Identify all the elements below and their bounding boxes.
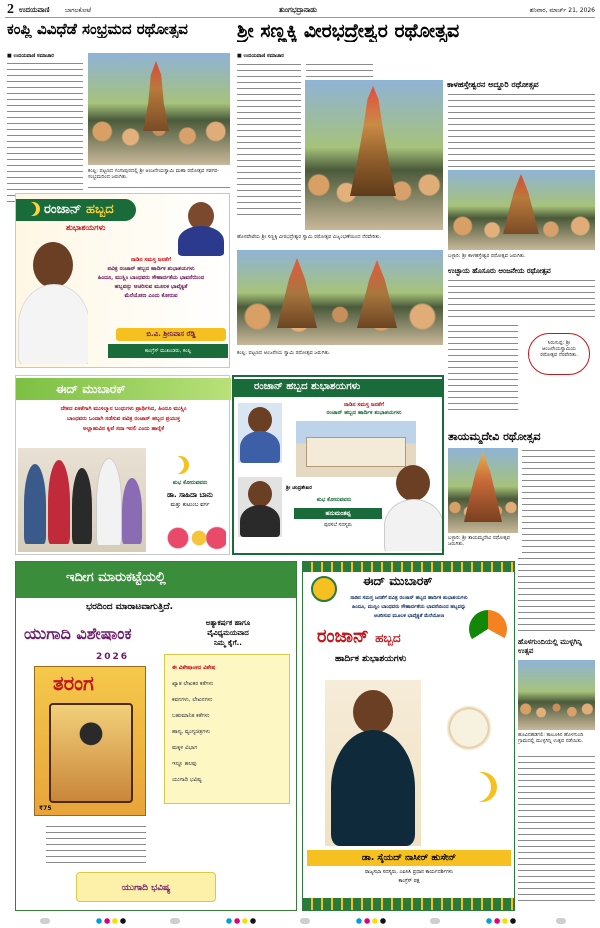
person-icon bbox=[24, 464, 46, 544]
person-icon-5 bbox=[122, 478, 142, 544]
ad-title: ರಂಜಾನ್ ಹಬ್ಬದ bbox=[44, 202, 114, 217]
headline: ಕಂಪ್ಲಿ ವಿವಿಧೆಡೆ ಸಂಭ್ರಮದ ರಥೋತ್ಸವ bbox=[7, 20, 188, 38]
portrait-main bbox=[18, 234, 88, 364]
moon-icon bbox=[166, 456, 184, 474]
dateline: ■ ಉದಯವಾಣಿ ಸಮಾಚಾರ bbox=[237, 53, 284, 59]
feature-6: ಇನ್ನೂ ಹಲವು bbox=[172, 761, 197, 767]
portrait-2 bbox=[238, 477, 282, 537]
magazine-cover bbox=[34, 666, 146, 816]
registration-mark-2 bbox=[170, 918, 180, 924]
headline: ಹೊಳಗುಂದಿಯಲ್ಲಿ ಮುಳ್ಳಗಿನ್ನಿ ಉತ್ಸವ bbox=[518, 638, 583, 655]
person-icon bbox=[396, 465, 430, 501]
chariot-icon bbox=[277, 258, 317, 328]
tagline-1: ಅತ್ಯಾಕರ್ಷಕ ಹಾಗೂ bbox=[205, 619, 251, 627]
feature-4: ಹಾಸ್ಯ, ವ್ಯಂಗ್ಯಚಿತ್ರಗಳು bbox=[172, 729, 210, 735]
footer-banner: ಯುಗಾದಿ ಭವಿಷ್ಯ bbox=[76, 872, 216, 902]
ad-title: ಈದ್ ಮುಬಾರಕ್ bbox=[363, 574, 433, 588]
registration-mark-5 bbox=[556, 918, 566, 924]
ad-ramzan-1 bbox=[15, 193, 230, 368]
name-2: ಹನುಮಂತಪ್ಪ bbox=[294, 508, 382, 519]
paper-name: ಉದಯವಾಣಿ bbox=[19, 6, 50, 14]
body-text-2 bbox=[518, 754, 595, 904]
tagline-2: ವೈವಿಧ್ಯಮಯವಾದ bbox=[207, 629, 249, 637]
ad-ugadi-taranga bbox=[15, 561, 297, 911]
date: ಶನಿವಾರ, ಮಾರ್ಚ್ 21, 2026 bbox=[529, 7, 595, 14]
body-text bbox=[518, 556, 595, 636]
dateline: ■ ಉದಯವಾಣಿ ಸಮಾಚಾರ bbox=[7, 53, 54, 59]
holagundi-photo bbox=[518, 660, 595, 730]
tayamma-photo bbox=[448, 448, 518, 533]
body-text bbox=[448, 92, 595, 167]
features-list bbox=[172, 660, 286, 788]
greeting: ಶುಭ ಕೋರುವವರು bbox=[172, 480, 208, 486]
lantern-strip-bottom bbox=[303, 898, 514, 910]
tagline-3: ನಿಮ್ಮ ಕೈಗೆ.. bbox=[214, 639, 242, 647]
color-dots-4 bbox=[486, 918, 516, 924]
body-text-2 bbox=[448, 323, 518, 413]
color-dots-2 bbox=[226, 918, 256, 924]
person-icon-2 bbox=[48, 460, 70, 544]
edition: ಬಾಗಲಕೋಟೆ bbox=[65, 7, 92, 14]
party-logo-icon bbox=[469, 610, 507, 648]
feature-5: ಮಕ್ಕಳ ವಿಭಾಗ bbox=[172, 745, 198, 751]
kampli-chariot-photo bbox=[237, 250, 443, 345]
pullquote: ಸಿರುಗುಪ್ಪ: ಶ್ರೀ ಆಂಜನೇಯಸ್ವಾಮಿಯ ರಥೋತ್ಸವ ನೆರವೇರಿತು. bbox=[528, 333, 590, 375]
family-photo bbox=[18, 448, 146, 552]
chariot-icon bbox=[143, 61, 169, 131]
chariot-icon-2 bbox=[357, 260, 397, 328]
role-banner: ಕಾಂಗ್ರೆಸ್ ಮುಖಂಡರು, ಕಂಪ್ಲಿ bbox=[108, 344, 228, 358]
ad-line-4: ಹಬ್ಬವನ್ನು ಆಚರಿಸುವ ಮೂಲಕ ಭಾವೈಕ್ಯತೆ bbox=[114, 284, 188, 290]
masthead bbox=[5, 4, 595, 18]
body-text bbox=[7, 61, 83, 205]
name-banner: ಡಾ. ಸೈಯದ್ ನಾಸೀರ್ ಹುಸೇನ್ bbox=[307, 850, 511, 866]
banner-line-1: ಇದೀಗ ಮಾರುಕಟ್ಟೆಯಲ್ಲಿ bbox=[66, 570, 166, 585]
year: 2026 bbox=[96, 652, 130, 662]
role-2: ಕಾಂಗ್ರೆಸ್ ಪಕ್ಷ bbox=[398, 878, 420, 884]
ad-line-5: ಮೆರೆಯೋಣ ಎಂದು ಕೋರುವ bbox=[124, 293, 178, 299]
portrait-1 bbox=[238, 403, 282, 463]
print-marks bbox=[0, 914, 600, 928]
shirt-icon bbox=[18, 284, 88, 364]
body-text bbox=[448, 278, 595, 318]
person-icon bbox=[353, 690, 393, 734]
ad-title: ರಂಜಾನ್ ಹಬ್ಬದ ಶುಭಾಶಯಗಳು bbox=[254, 381, 361, 392]
ad-fine-print bbox=[46, 824, 146, 864]
ad-subtitle: ಶುಭಾಶಯಗಳು bbox=[66, 223, 106, 232]
headline: ಉಚ್ಛಾಯ ಹೊಸೂರು ಆಂಜನೇಯ ರಥೋತ್ಸವ bbox=[448, 267, 551, 275]
photo-caption-1: ಹೊಸಪೇಟೆಯ ಶ್ರೀ ಸಣ್ಣಕ್ಕಿ ವೀರಭದ್ರೇಶ್ವರ ಸ್ವಾಮಿ ರಥೋತ್ಸವ ವಿಜೃಂಭಣೆಯಿಂದ ನೆರವೇರಿತು. bbox=[237, 234, 382, 240]
kalahasti-photo bbox=[448, 170, 595, 250]
lantern-strip bbox=[303, 562, 514, 572]
name-banner: ಬಿ.ವಿ. ಶ್ರೀನಿವಾಸ ರೆಡ್ಡಿ bbox=[116, 328, 226, 341]
shirt-icon bbox=[331, 730, 415, 846]
photo-caption: ಬಳ್ಳಾರಿ: ಶ್ರೀ ತಾಯಮ್ಮದೇವಿ ರಥೋತ್ಸವ ಜರುಗಿತು. bbox=[448, 535, 511, 547]
photo-caption: ಹೂವಿನಹಡಗಲಿ: ತಾಲೂಕಿನ ಹೊಳಗುಂದಿ ಗ್ರಾಮದಲ್ಲಿ ಮುಳ್ಳಗಿನ್ನಿ ಉತ್ಸವ ನಡೆಯಿತು. bbox=[518, 732, 584, 744]
ad-title: ಯುಗಾದಿ ವಿಶೇಷಾಂಕ bbox=[24, 624, 132, 643]
portrait-3 bbox=[384, 461, 442, 551]
ad-line-2: ಬಾಂಧವರು ಒಂದಾಗಿ ನಡೆಸುವ ಪವಿತ್ರ ರಂಜಾನ್ ಹಬ್ಬದ ಪ್ರಯುಕ್ತ bbox=[66, 416, 181, 422]
big-title-2: ಹಾರ್ದಿಕ ಶುಭಾಶಯಗಳು bbox=[335, 654, 407, 664]
feature-3: ಬಹುಮಾನಿತ ಕತೆಗಳು bbox=[172, 713, 210, 719]
feature-0: ಈ ವಿಶೇಷಾಂಕದ ವಿಶೇಷ bbox=[172, 665, 216, 671]
photo-caption: ಕಂಪ್ಲಿ: ಪಟ್ಟಣದ ಗಂಗಾಪುರದಲ್ಲಿ ಶ್ರೀ ಆಂಜನೇಯಸ್ವಾಮಿ ಮಹಾ ರಥೋತ್ಸವ ಸಡಗರ-ಸಂಭ್ರಮದಿಂದ ಜರುಗಿತು. bbox=[88, 168, 219, 180]
registration-mark bbox=[40, 918, 50, 924]
ad-line-1: ನಾಡಿನ ಸಮಸ್ತ ಜನತೆಗೆ bbox=[344, 402, 384, 408]
shirt-icon bbox=[240, 505, 280, 537]
ad-line-2: ರಂಜಾನ್ ಹಬ್ಬದ ಹಾರ್ದಿಕ ಶುಭಾಶಯಗಳು bbox=[326, 410, 402, 416]
price: ₹75 bbox=[39, 805, 52, 812]
feature-7: ಯುಗಾದಿ ಭವಿಷ್ಯ bbox=[172, 777, 202, 783]
greeting: ಶುಭ ಕೋರುವವರು bbox=[316, 497, 352, 503]
section-label: ತುಂಗಭದ್ರಾನಾಡು bbox=[279, 6, 317, 14]
story-kalahasti bbox=[448, 80, 595, 250]
tagline bbox=[168, 618, 288, 648]
registration-mark-4 bbox=[430, 918, 440, 924]
ad-line-1: ನಾಡಿನ ಸಮಸ್ತ ಜನತೆಗೆ bbox=[131, 257, 171, 263]
ad-text-block bbox=[76, 256, 226, 301]
headline: ಶ್ರೀ ಸಣ್ಣಕ್ಕಿ ವೀರಭದ್ರೇಶ್ವರ ರಥೋತ್ಸವ bbox=[237, 20, 460, 42]
page-number: 2 bbox=[7, 2, 14, 17]
shirt-icon bbox=[384, 499, 442, 551]
feature-2: ಕವನಗಳು, ಲೇಖನಗಳು bbox=[172, 697, 213, 703]
story-holagundi bbox=[518, 556, 595, 911]
shirt-icon bbox=[178, 226, 224, 256]
ad-title: ಈದ್ ಮುಬಾರಕ್ bbox=[56, 382, 126, 396]
flower-decoration bbox=[166, 526, 226, 550]
ad-text-block bbox=[294, 401, 434, 417]
ad-line-3: ಹಿಂದೂ, ಮುಸ್ಲಿಂ ಬಾಂಧವರು ಸೌಹಾರ್ದತೆಯ ಭಾವನೆಯಿಂದ bbox=[97, 275, 205, 281]
ad-line-2: ಪವಿತ್ರ ರಂಜಾನ್ ಹಬ್ಬದ ಹಾರ್ದಿಕ ಶುಭಾಶಯಗಳು bbox=[107, 266, 195, 272]
cover-illustration bbox=[49, 703, 133, 803]
color-dots bbox=[96, 918, 126, 924]
ad-eid-nasir bbox=[302, 561, 515, 911]
sponsor-name: ಡಾ. ಸಾಹಿದಾ ಬಾನು bbox=[167, 491, 213, 499]
lamp-icon bbox=[443, 702, 495, 754]
sponsor-role: ಮತ್ತು ಕುಟುಂಬ ವರ್ಗ bbox=[170, 502, 210, 508]
feature-1: ಖ್ಯಾತ ಲೇಖಕರ ಕತೆಗಳು bbox=[172, 681, 214, 687]
ad-line-1: ದೇಶದ ಏಕತೆಗಾಗಿ ಮುಸಲ್ಮಾನ ಬಂಧುಗಳು ಪ್ರಾರ್ಥಿಸಿದ, ಹಿಂದೂ ಮುಸ್ಲಿಂ bbox=[60, 406, 187, 412]
big-title-1: ರಂಜಾನ್ ಹಬ್ಬದ bbox=[317, 626, 401, 647]
person-icon bbox=[248, 407, 272, 433]
person-icon bbox=[33, 242, 73, 288]
headline: ತಾಯಮ್ಮದೇವಿ ರಥೋತ್ಸವ bbox=[448, 430, 541, 443]
ad-line-2: ಹಿಂದೂ, ಮುಸ್ಲಿಂ ಬಾಂಧವರು ಸೌಹಾರ್ದತೆಯ ಭಾವನೆಯಿಂದ ಹಬ್ಬವನ್ನು bbox=[351, 604, 467, 610]
person-icon-4 bbox=[96, 458, 122, 546]
magazine-title: ತರಂಗ bbox=[53, 671, 94, 695]
kampli-rathotsava-photo bbox=[88, 53, 230, 165]
chariot-icon bbox=[503, 174, 539, 234]
sannakki-rathotsava-photo bbox=[305, 80, 443, 230]
portrait-top bbox=[176, 196, 226, 256]
chariot-icon bbox=[350, 86, 396, 196]
body-text bbox=[522, 448, 595, 553]
role-2: ಪುರಸಭೆ ಸದಸ್ಯರು bbox=[323, 522, 353, 528]
ad-eid-mubarak bbox=[15, 375, 230, 555]
ad-line-3: ಆಚರಿಸುವ ಮೂಲಕ ಭಾವೈಕ್ಯತೆ ಮೆರೆಯೋಣ bbox=[373, 613, 445, 619]
story-tayamma bbox=[448, 430, 595, 555]
headline: ಕಾಳಹಸ್ತೇಶ್ವರನ ಅದ್ಧೂರಿ ರಥೋತ್ಸವ bbox=[447, 80, 539, 89]
ad-line-3: ಅಲ್ಲಾಹುವಿನ ಕೃಪೆ ಸದಾ ಇರಲಿ ಎಂದು ಹಾರೈಕೆ bbox=[83, 426, 164, 432]
banner-line-2: ಭರದಿಂದ ಮಾರಾಟವಾಗುತ್ತಿದೆ. bbox=[86, 602, 174, 612]
registration-mark-3 bbox=[300, 918, 310, 924]
ad-ramzan-2 bbox=[232, 375, 444, 555]
color-dots-3 bbox=[356, 918, 386, 924]
chariot-icon bbox=[464, 452, 502, 522]
photo-caption-2: ಕಂಪ್ಲಿ: ಪಟ್ಟಣದ ಆಂಜನೇಯ ಸ್ವಾಮಿ ರಥೋತ್ಸವ ಜರುಗಿತು. bbox=[237, 350, 331, 356]
portrait-main bbox=[325, 680, 421, 846]
story-kampli bbox=[5, 20, 230, 210]
photo-caption: ಬಳ್ಳಾರಿ: ಶ್ರೀ ಕಾಳಹಸ್ತೇಶ್ವರ ರಥೋತ್ಸವ ಜರುಗಿತು. bbox=[448, 253, 526, 259]
story-ucchaya bbox=[448, 253, 595, 428]
person-icon-3 bbox=[72, 468, 92, 544]
moon-icon bbox=[22, 202, 36, 216]
person-icon bbox=[248, 481, 272, 507]
shirt-icon bbox=[240, 431, 280, 463]
ad-text-block bbox=[22, 404, 225, 434]
body-text bbox=[237, 62, 301, 217]
ad-line-1: ನಾಡಿನ ಸಮಸ್ತ ಜನತೆಗೆ ಪವಿತ್ರ ರಂಜಾನ್ ಹಬ್ಬದ ಹಾರ್ದಿಕ ಶುಭಾಶಯಗಳು bbox=[350, 595, 468, 601]
moon-icon bbox=[461, 772, 491, 802]
name-1: ಶ್ರೀ ಚಂದ್ರಶೇಖರ bbox=[286, 485, 312, 491]
role-1: ರಾಜ್ಯಸಭಾ ಸದಸ್ಯರು, ಎಐಸಿಸಿ ಪ್ರಧಾನ ಕಾರ್ಯದರ್ಶಿಗಳು bbox=[364, 869, 454, 875]
